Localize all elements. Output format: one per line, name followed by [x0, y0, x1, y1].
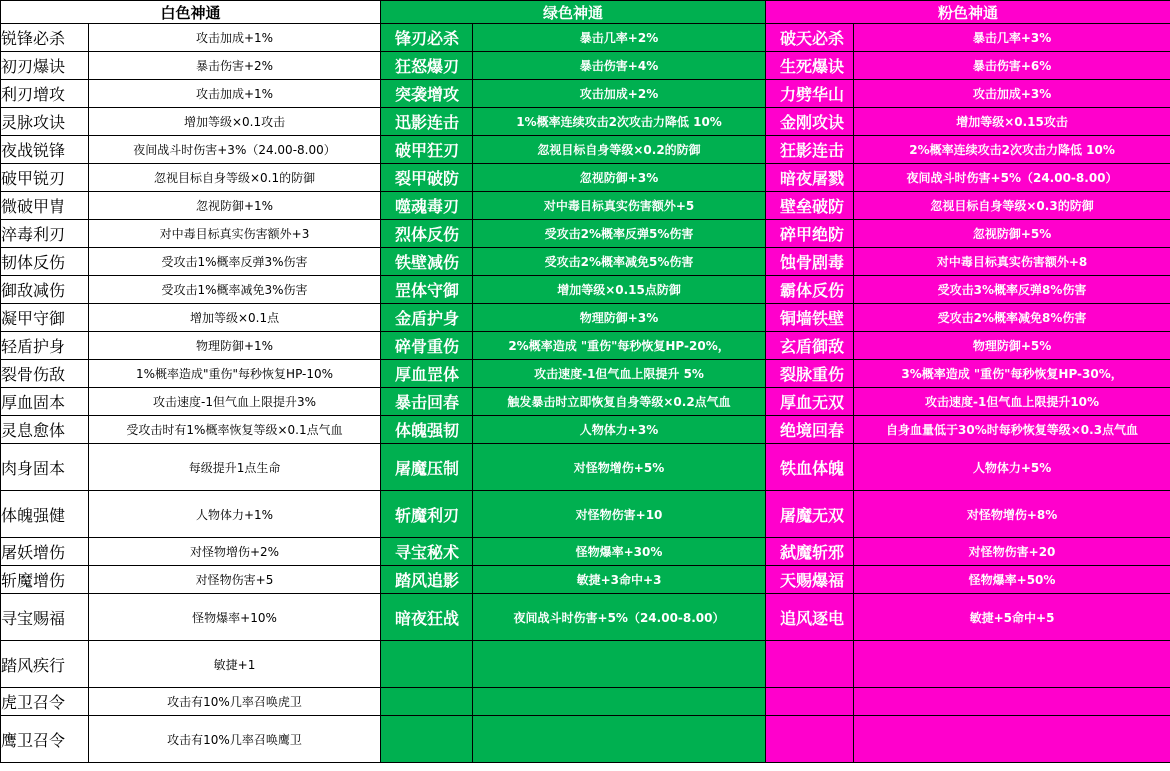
pink-skill-name[interactable]: 霸体反伤: [766, 276, 854, 304]
table-row: [1, 388, 1170, 416]
green-skill-effect[interactable]: 增加等级×0.15点防御: [473, 276, 766, 304]
pink-skill-effect[interactable]: [854, 641, 1170, 688]
pink-skill-effect[interactable]: 忽视目标自身等级×0.3的防御: [854, 192, 1170, 220]
green-skill-effect[interactable]: 对中毒目标真实伤害额外+5: [473, 192, 766, 220]
pink-skill-name[interactable]: 铁血体魄: [766, 444, 854, 491]
table-row: [1, 566, 1170, 594]
pink-skill-name[interactable]: 裂脉重伤: [766, 360, 854, 388]
white-skill-effect[interactable]: 对怪物增伤+2%: [89, 538, 381, 566]
pink-skill-effect[interactable]: 攻击加成+3%: [854, 80, 1170, 108]
white-skill-name[interactable]: 御敌减伤: [1, 276, 89, 304]
pink-skill-name[interactable]: 狂影连击: [766, 136, 854, 164]
table-row: [1, 716, 1170, 763]
pink-skill-effect[interactable]: 增加等级×0.15攻击: [854, 108, 1170, 136]
pink-skill-effect[interactable]: 对怪物伤害+20: [854, 538, 1170, 566]
table-row: [1, 594, 1170, 641]
white-skill-effect[interactable]: 忽视防御+1%: [89, 192, 381, 220]
green-skill-name[interactable]: [381, 641, 473, 688]
white-skill-effect[interactable]: 暴击伤害+2%: [89, 52, 381, 80]
green-skill-effect[interactable]: 暴击伤害+4%: [473, 52, 766, 80]
table-row: [1, 276, 1170, 304]
green-skill-effect[interactable]: 触发暴击时立即恢复自身等级×0.2点气血: [473, 388, 766, 416]
white-skill-name[interactable]: 鹰卫召令: [1, 716, 89, 763]
pink-skill-effect[interactable]: 暴击伤害+6%: [854, 52, 1170, 80]
white-skill-effect[interactable]: 受攻击时有1%概率恢复等级×0.1点气血: [89, 416, 381, 444]
white-skill-effect[interactable]: 人物体力+1%: [89, 491, 381, 538]
header-green: 绿色神通: [381, 1, 766, 24]
pink-skill-name[interactable]: 壁垒破防: [766, 192, 854, 220]
pink-skill-effect[interactable]: 敏捷+5命中+5: [854, 594, 1170, 641]
green-skill-name[interactable]: 罡体守御: [381, 276, 473, 304]
pink-skill-name[interactable]: [766, 688, 854, 716]
white-skill-name[interactable]: 屠妖增伤: [1, 538, 89, 566]
green-skill-effect[interactable]: 受攻击2%概率反弹5%伤害: [473, 220, 766, 248]
table-row: [1, 444, 1170, 491]
pink-skill-name[interactable]: 屠魔无双: [766, 491, 854, 538]
green-skill-name[interactable]: 寻宝秘术: [381, 538, 473, 566]
table-row: [1, 108, 1170, 136]
pink-skill-effect[interactable]: 忽视防御+5%: [854, 220, 1170, 248]
pink-skill-name[interactable]: 铜墙铁壁: [766, 304, 854, 332]
green-skill-name[interactable]: 狂怒爆刃: [381, 52, 473, 80]
header-white: 白色神通: [1, 1, 381, 24]
white-skill-effect[interactable]: 敏捷+1: [89, 641, 381, 688]
white-skill-effect[interactable]: 受攻击1%概率反弹3%伤害: [89, 248, 381, 276]
white-skill-name[interactable]: 微破甲胄: [1, 192, 89, 220]
pink-skill-name[interactable]: 蚀骨剧毒: [766, 248, 854, 276]
pink-skill-name[interactable]: 弑魔斩邪: [766, 538, 854, 566]
pink-skill-name[interactable]: 生死爆诀: [766, 52, 854, 80]
white-skill-effect[interactable]: 攻击速度-1但气血上限提升3%: [89, 388, 381, 416]
white-skill-name[interactable]: 凝甲守御: [1, 304, 89, 332]
green-skill-effect[interactable]: 夜间战斗时伤害+5%（24.00-8.00）: [473, 594, 766, 641]
white-skill-effect[interactable]: 攻击有10%几率召唤鹰卫: [89, 716, 381, 763]
white-skill-name[interactable]: 破甲锐刃: [1, 164, 89, 192]
white-skill-effect[interactable]: 增加等级×0.1攻击: [89, 108, 381, 136]
green-skill-name[interactable]: 体魄强韧: [381, 416, 473, 444]
header-pink: 粉色神通: [766, 1, 1170, 24]
table-row: [1, 164, 1170, 192]
pink-skill-name[interactable]: 绝境回春: [766, 416, 854, 444]
green-skill-effect[interactable]: 忽视防御+3%: [473, 164, 766, 192]
table-row: [1, 24, 1170, 52]
pink-skill-effect[interactable]: [854, 688, 1170, 716]
white-skill-effect[interactable]: 攻击加成+1%: [89, 24, 381, 52]
green-skill-name[interactable]: 屠魔压制: [381, 444, 473, 491]
green-skill-name[interactable]: 烈体反伤: [381, 220, 473, 248]
green-skill-effect[interactable]: 2%概率造成 "重伤"每秒恢复HP-20%，: [473, 332, 766, 360]
green-skill-effect[interactable]: 攻击速度-1但气血上限提升 5%: [473, 360, 766, 388]
white-skill-name[interactable]: 灵息愈体: [1, 416, 89, 444]
green-skill-effect[interactable]: 敏捷+3命中+3: [473, 566, 766, 594]
green-skill-name[interactable]: [381, 716, 473, 763]
green-skill-effect[interactable]: 忽视目标自身等级×0.2的防御: [473, 136, 766, 164]
green-skill-effect[interactable]: 人物体力+3%: [473, 416, 766, 444]
green-skill-effect[interactable]: 物理防御+3%: [473, 304, 766, 332]
white-skill-effect[interactable]: 忽视目标自身等级×0.1的防御: [89, 164, 381, 192]
green-skill-effect[interactable]: 1%概率连续攻击2次攻击力降低 10%: [473, 108, 766, 136]
pink-skill-effect[interactable]: 自身血量低于30%时每秒恢复等级×0.3点气血: [854, 416, 1170, 444]
pink-skill-name[interactable]: 玄盾御敌: [766, 332, 854, 360]
pink-skill-name[interactable]: 碎甲绝防: [766, 220, 854, 248]
green-skill-name[interactable]: 锋刃必杀: [381, 24, 473, 52]
table-row: [1, 332, 1170, 360]
green-skill-name[interactable]: 噬魂毒刃: [381, 192, 473, 220]
white-skill-effect[interactable]: 每级提升1点生命: [89, 444, 381, 491]
white-skill-effect[interactable]: 对中毒目标真实伤害额外+3: [89, 220, 381, 248]
white-skill-effect[interactable]: 攻击有10%几率召唤虎卫: [89, 688, 381, 716]
pink-skill-effect[interactable]: 物理防御+5%: [854, 332, 1170, 360]
pink-skill-effect[interactable]: 对中毒目标真实伤害额外+8: [854, 248, 1170, 276]
table-row: [1, 538, 1170, 566]
white-skill-name[interactable]: 裂骨伤敌: [1, 360, 89, 388]
white-skill-effect[interactable]: 攻击加成+1%: [89, 80, 381, 108]
pink-skill-name[interactable]: 暗夜屠戮: [766, 164, 854, 192]
green-skill-name[interactable]: 碎骨重伤: [381, 332, 473, 360]
green-skill-effect[interactable]: [473, 716, 766, 763]
white-skill-name[interactable]: 灵脉攻诀: [1, 108, 89, 136]
pink-skill-name[interactable]: 金刚攻诀: [766, 108, 854, 136]
pink-skill-effect[interactable]: 人物体力+5%: [854, 444, 1170, 491]
green-skill-name[interactable]: [381, 688, 473, 716]
green-skill-effect[interactable]: 攻击加成+2%: [473, 80, 766, 108]
white-skill-name[interactable]: 斩魔增伤: [1, 566, 89, 594]
white-skill-name[interactable]: 利刃增攻: [1, 80, 89, 108]
white-skill-effect[interactable]: 对怪物伤害+5: [89, 566, 381, 594]
table-row: [1, 641, 1170, 688]
white-skill-effect[interactable]: 夜间战斗时伤害+3%（24.00-8.00）: [89, 136, 381, 164]
white-skill-name[interactable]: 夜战锐锋: [1, 136, 89, 164]
pink-skill-effect[interactable]: 3%概率造成 "重伤"每秒恢复HP-30%，: [854, 360, 1170, 388]
pink-skill-name[interactable]: 天赐爆福: [766, 566, 854, 594]
pink-skill-effect[interactable]: 受攻击3%概率反弹8%伤害: [854, 276, 1170, 304]
table-row: [1, 220, 1170, 248]
pink-skill-name[interactable]: [766, 641, 854, 688]
green-skill-name[interactable]: 厚血罡体: [381, 360, 473, 388]
white-skill-name[interactable]: 踏风疾行: [1, 641, 89, 688]
table-row: [1, 136, 1170, 164]
white-skill-name[interactable]: 轻盾护身: [1, 332, 89, 360]
white-skill-effect[interactable]: 物理防御+1%: [89, 332, 381, 360]
white-skill-name[interactable]: 寻宝赐福: [1, 594, 89, 641]
green-skill-name[interactable]: 金盾护身: [381, 304, 473, 332]
table-body: [1, 24, 1170, 763]
pink-skill-effect[interactable]: [854, 716, 1170, 763]
white-skill-name[interactable]: 锐锋必杀: [1, 24, 89, 52]
table-row: [1, 248, 1170, 276]
pink-skill-effect[interactable]: 2%概率连续攻击2次攻击力降低 10%: [854, 136, 1170, 164]
white-skill-name[interactable]: 韧体反伤: [1, 248, 89, 276]
green-skill-effect[interactable]: 受攻击2%概率减免5%伤害: [473, 248, 766, 276]
white-skill-effect[interactable]: 增加等级×0.1点: [89, 304, 381, 332]
green-skill-effect[interactable]: 对怪物增伤+5%: [473, 444, 766, 491]
table-row: [1, 304, 1170, 332]
green-skill-effect[interactable]: [473, 688, 766, 716]
table-row: [1, 192, 1170, 220]
pink-skill-effect[interactable]: 受攻击2%概率减免8%伤害: [854, 304, 1170, 332]
white-skill-effect[interactable]: 受攻击1%概率减免3%伤害: [89, 276, 381, 304]
green-skill-name[interactable]: 破甲狂刃: [381, 136, 473, 164]
green-skill-effect[interactable]: [473, 641, 766, 688]
green-skill-name[interactable]: 踏风追影: [381, 566, 473, 594]
table-row: [1, 80, 1170, 108]
white-skill-name[interactable]: 淬毒利刃: [1, 220, 89, 248]
green-skill-effect[interactable]: 怪物爆率+30%: [473, 538, 766, 566]
white-skill-name[interactable]: 初刃爆诀: [1, 52, 89, 80]
white-skill-effect[interactable]: 1%概率造成"重伤"每秒恢复HP-10%: [89, 360, 381, 388]
pink-skill-effect[interactable]: 怪物爆率+50%: [854, 566, 1170, 594]
pink-skill-name[interactable]: 厚血无双: [766, 388, 854, 416]
green-skill-name[interactable]: 暗夜狂战: [381, 594, 473, 641]
pink-skill-effect[interactable]: 暴击几率+3%: [854, 24, 1170, 52]
green-skill-effect[interactable]: 对怪物伤害+10: [473, 491, 766, 538]
pink-skill-name[interactable]: [766, 716, 854, 763]
pink-skill-effect[interactable]: 攻击速度-1但气血上限提升10%: [854, 388, 1170, 416]
white-skill-name[interactable]: 体魄强健: [1, 491, 89, 538]
table-row: [1, 688, 1170, 716]
pink-skill-name[interactable]: 追风逐电: [766, 594, 854, 641]
table-row: [1, 360, 1170, 388]
green-skill-name[interactable]: 突袭增攻: [381, 80, 473, 108]
green-skill-name[interactable]: 斩魔利刃: [381, 491, 473, 538]
pink-skill-effect[interactable]: 对怪物增伤+8%: [854, 491, 1170, 538]
header-row: [1, 1, 1170, 24]
green-skill-name[interactable]: 迅影连击: [381, 108, 473, 136]
green-skill-name[interactable]: 暴击回春: [381, 388, 473, 416]
white-skill-effect[interactable]: 怪物爆率+10%: [89, 594, 381, 641]
table-row: [1, 491, 1170, 538]
table-row: [1, 52, 1170, 80]
pink-skill-effect[interactable]: 夜间战斗时伤害+5%（24.00-8.00）: [854, 164, 1170, 192]
green-skill-effect[interactable]: 暴击几率+2%: [473, 24, 766, 52]
pink-skill-name[interactable]: 力劈华山: [766, 80, 854, 108]
pink-skill-name[interactable]: 破天必杀: [766, 24, 854, 52]
green-skill-name[interactable]: 铁壁减伤: [381, 248, 473, 276]
green-skill-name[interactable]: 裂甲破防: [381, 164, 473, 192]
white-skill-name[interactable]: 虎卫召令: [1, 688, 89, 716]
table-row: [1, 416, 1170, 444]
white-skill-name[interactable]: 厚血固本: [1, 388, 89, 416]
white-skill-name[interactable]: 肉身固本: [1, 444, 89, 491]
